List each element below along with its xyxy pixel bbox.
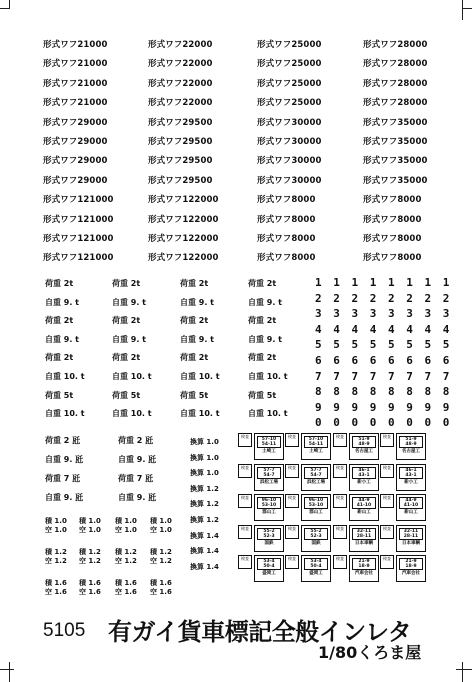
conversion-ratio-decal: 換算 1.2 [190, 500, 219, 509]
inspection-plate-dates [399, 497, 423, 509]
capacity-decal-loaded: 積 1.2 [150, 548, 172, 556]
inspection-plate-decal [349, 555, 379, 582]
capacity-decal-empty: 空 1.2 [150, 557, 172, 565]
model-number-decal: 形式ワフ35000 [363, 175, 428, 186]
plate-works-name: 国鉄 [264, 540, 274, 546]
capacity-decal-loaded: 積 1.0 [115, 517, 137, 525]
weight-decal: 荷重 2t [180, 279, 209, 288]
model-number-decal: 形式ワフ21000 [43, 78, 108, 89]
plate-date-2: 43-1 [358, 472, 370, 478]
conversion-ratio-decal: 換算 1.0 [190, 453, 219, 462]
weight-decal: 自重 9. t [248, 334, 282, 344]
model-number-decal: 形式ワフ35000 [363, 137, 428, 147]
capacity-decal-empty: 空 1.6 [150, 588, 172, 596]
plate-date-2: 50-4 [263, 564, 275, 569]
capacity-decal-empty: 空 1.0 [150, 526, 172, 534]
inspection-plate-dates [399, 528, 423, 540]
weight-decal: 荷重 2t [180, 316, 209, 326]
plate-date-1: 44-9 [358, 498, 370, 503]
digit-row-decal: 9 9 9 9 9 9 9 9 [315, 400, 450, 414]
conversion-ratio-decal: 換算 1.2 [190, 484, 219, 493]
plate-date-1: 55-2 [310, 528, 322, 534]
capacity-decal-loaded: 積 1.2 [115, 548, 137, 556]
model-number-decal: 形式ワフ21000 [43, 98, 108, 109]
conversion-ratio-decal: 換算 1.4 [190, 531, 219, 540]
inspection-plate-dates [257, 467, 281, 479]
plate-date-1: 57-10 [308, 437, 324, 442]
plate-works-name: 郡山工 [309, 510, 323, 515]
weight-decal: 自重 10. t [180, 409, 220, 419]
inspection-icon: 検査 [238, 494, 252, 508]
model-number-decal: 形式ワフ8000 [363, 253, 422, 264]
crop-mark-bottom-right [456, 669, 472, 670]
plate-works-name: 国鉄 [311, 540, 321, 546]
capacity-decal-empty: 空 1.0 [45, 526, 67, 534]
weight-decal: 荷重 5t [112, 390, 141, 400]
weight-decal: 自重 9. t [180, 297, 214, 307]
plate-works-name: 浜松工場 [260, 479, 278, 485]
model-number-decal: 形式ワフ22000 [148, 98, 213, 109]
plate-date-2: 50-4 [310, 564, 322, 569]
product-number: 5105 [43, 620, 86, 641]
capacity-decal-loaded: 積 1.6 [79, 579, 101, 587]
model-number-decal: 形式ワフ122000 [148, 253, 219, 264]
digit-row-decal: 7 7 7 7 7 7 7 7 [315, 369, 450, 383]
model-number-decal: 形式ワフ29500 [148, 117, 213, 128]
inspection-icon: 検査 [285, 464, 299, 478]
crop-mark-top-right-v [462, 0, 463, 20]
model-number-decal: 形式ワフ35000 [363, 117, 428, 128]
inspection-plate-decal [349, 494, 379, 521]
model-number-decal: 形式ワフ22000 [148, 40, 213, 50]
plate-date-2: 54-7 [263, 472, 275, 478]
model-number-decal: 形式ワフ25000 [257, 98, 322, 109]
inspection-icon: 検査 [380, 525, 394, 539]
model-number-decal: 形式ワフ121000 [43, 214, 114, 225]
weight-decal: 荷重 2t [248, 279, 277, 288]
weight-decal: 自重 10. t [112, 372, 152, 381]
model-number-decal: 形式ワフ122000 [148, 234, 219, 244]
weight-decal: 自重 9. 瓩 [118, 493, 157, 502]
inspection-icon: 検査 [380, 433, 394, 447]
plate-works-name: 盛岡工 [309, 571, 323, 576]
digit-row-decal: 3 3 3 3 3 3 3 3 [315, 307, 450, 321]
model-number-decal: 形式ワフ122000 [148, 195, 219, 206]
plate-date-2: 28-11 [356, 533, 372, 539]
inspection-plate-decal [301, 525, 331, 552]
crop-mark-bottom-right-v [462, 662, 463, 682]
weight-decal: 荷重 5t [248, 390, 277, 400]
plate-date-2: 52-3 [263, 533, 275, 539]
model-number-decal: 形式ワフ8000 [257, 214, 316, 225]
plate-date-1: 21-9 [405, 559, 417, 564]
weight-decal: 自重 10. t [180, 372, 220, 381]
weight-decal: 荷重 2 瓩 [45, 436, 81, 445]
weight-decal: 自重 10. t [45, 372, 85, 381]
inspection-plate-dates [399, 436, 423, 448]
inspection-plate-dates [352, 467, 376, 479]
inspection-plate-decal [301, 464, 331, 491]
capacity-decal-loaded: 積 1.6 [45, 579, 67, 587]
plate-date-2: 18-9 [358, 564, 370, 569]
weight-decal: 荷重 2t [248, 316, 277, 326]
plate-date-1: 51-9 [358, 437, 370, 442]
weight-decal: 荷重 2t [45, 316, 74, 326]
plate-works-name: 新小工 [357, 479, 371, 485]
plate-date-2: 54-7 [310, 472, 322, 478]
capacity-decal-empty: 空 1.6 [45, 588, 67, 596]
capacity-decal-empty: 空 1.2 [115, 557, 137, 565]
model-number-decal: 形式ワフ121000 [43, 195, 114, 206]
plate-date-1: 57-10 [261, 437, 277, 442]
inspection-icon: 検査 [285, 494, 299, 508]
crop-mark-bottom-left [0, 669, 14, 670]
model-number-decal: 形式ワフ21000 [43, 40, 108, 50]
digit-row-decal: 5 5 5 5 5 5 5 5 [315, 338, 450, 352]
model-number-decal: 形式ワフ22000 [148, 78, 213, 89]
weight-decal: 荷重 5t [180, 390, 209, 400]
weight-decal: 荷重 2t [112, 353, 141, 363]
inspection-icon: 検査 [333, 433, 347, 447]
inspection-plate-decal [254, 433, 284, 460]
plate-date-2: 18-9 [405, 564, 417, 569]
plate-date-1: 46-1 [405, 467, 417, 473]
inspection-plate-dates [399, 467, 423, 479]
inspection-plate-decal [396, 433, 426, 460]
product-title: 有ガイ貨車標記全般インレタ [108, 618, 412, 646]
plate-date-1: 53-4 [310, 559, 322, 564]
plate-works-name: 日本車輌 [402, 540, 420, 546]
digit-row-decal: 2 2 2 2 2 2 2 2 [315, 291, 450, 305]
capacity-decal-loaded: 積 1.6 [115, 579, 137, 587]
plate-date-2: 54-11 [261, 442, 277, 447]
plate-date-2: 53-10 [308, 503, 324, 508]
inspection-plate-dates [257, 528, 281, 540]
model-number-decal: 形式ワフ8000 [363, 214, 422, 225]
plate-date-1: 32-11 [403, 528, 419, 534]
weight-decal: 自重 10. t [248, 409, 288, 419]
capacity-decal-loaded: 積 1.2 [79, 548, 101, 556]
digit-row-decal: 8 8 8 8 8 8 8 8 [315, 385, 450, 399]
plate-works-name: 名古屋工 [402, 449, 420, 454]
weight-decal: 自重 10. t [45, 409, 85, 419]
model-number-decal: 形式ワフ30000 [257, 117, 322, 128]
digit-row-decal: 6 6 6 6 6 6 6 6 [315, 354, 450, 367]
model-number-decal: 形式ワフ29000 [43, 117, 108, 128]
inspection-plate-decal [396, 525, 426, 552]
model-number-decal: 形式ワフ25000 [257, 40, 322, 50]
capacity-decal-loaded: 積 1.0 [45, 517, 67, 525]
plate-date-1: 57-7 [310, 467, 322, 473]
model-number-decal: 形式ワフ29500 [148, 175, 213, 186]
plate-date-1: 53-4 [263, 559, 275, 564]
capacity-decal-empty: 空 1.6 [115, 588, 137, 596]
inspection-plate-decal [254, 525, 284, 552]
model-number-decal: 形式ワフ22000 [148, 59, 213, 70]
plate-date-2: 43-1 [405, 472, 417, 478]
model-number-decal: 形式ワフ30000 [257, 175, 322, 186]
capacity-decal-loaded: 積 1.2 [45, 548, 67, 556]
weight-decal: 自重 9. t [248, 297, 282, 307]
weight-decal: 荷重 7 瓩 [118, 474, 154, 483]
capacity-decal-loaded: 積 1.0 [79, 517, 101, 525]
model-number-decal: 形式ワフ122000 [148, 214, 219, 225]
model-number-decal: 形式ワフ8000 [363, 195, 422, 206]
inspection-plate-decal [349, 433, 379, 460]
plate-date-2: 48-9 [358, 442, 370, 447]
weight-decal: 荷重 5t [45, 390, 74, 400]
weight-decal: 自重 9. 瓩 [118, 455, 157, 464]
inspection-icon: 検査 [238, 433, 252, 447]
conversion-ratio-decal: 換算 1.2 [190, 516, 219, 524]
inspection-icon: 検査 [380, 464, 394, 478]
plate-date-1: 32-11 [356, 528, 372, 534]
capacity-decal-empty: 空 1.2 [45, 557, 67, 565]
plate-works-name: 浜松工場 [307, 479, 325, 485]
capacity-decal-empty: 空 1.6 [79, 588, 101, 596]
weight-decal: 荷重 2t [180, 353, 209, 363]
plate-date-1: 55-2 [263, 528, 275, 534]
plate-date-2: 54-11 [308, 442, 324, 447]
inspection-icon: 検査 [238, 525, 252, 539]
model-number-decal: 形式ワフ25000 [257, 78, 322, 89]
conversion-ratio-decal: 換算 1.4 [190, 562, 219, 571]
conversion-ratio-decal: 換算 1.0 [190, 469, 219, 478]
plate-date-1: 21-9 [358, 559, 370, 564]
model-number-decal: 形式ワフ21000 [43, 59, 108, 70]
weight-decal: 自重 9. t [180, 334, 214, 344]
weight-decal: 自重 9. t [45, 297, 79, 307]
scale-brand: 1/80くろま屋 [318, 643, 422, 662]
model-number-decal: 形式ワフ28000 [363, 98, 428, 109]
inspection-icon: 検査 [380, 494, 394, 508]
weight-decal: 自重 9. t [112, 334, 146, 344]
inspection-icon: 検査 [238, 464, 252, 478]
inspection-plate-dates [399, 558, 423, 570]
crop-mark-top-left-v [9, 0, 10, 8]
model-number-decal: 形式ワフ8000 [257, 253, 316, 264]
conversion-ratio-decal: 換算 1.0 [190, 438, 219, 446]
capacity-decal-empty: 空 1.0 [115, 526, 137, 534]
model-number-decal: 形式ワフ121000 [43, 253, 114, 264]
plate-date-2: 48-9 [405, 442, 417, 447]
plate-works-name: 日本車輌 [355, 540, 373, 546]
model-number-decal: 形式ワフ29500 [148, 137, 213, 147]
plate-date-2: 41-10 [403, 503, 419, 508]
inspection-icon: 検査 [333, 494, 347, 508]
weight-decal: 自重 10. t [112, 409, 152, 419]
inspection-plate-dates [257, 558, 281, 570]
weight-decal: 自重 9. 瓩 [45, 493, 84, 502]
plate-date-1: 57-7 [263, 467, 275, 473]
digit-row-decal: 4 4 4 4 4 4 4 4 [315, 322, 450, 336]
inspection-plate-dates [304, 436, 328, 448]
plate-date-1: 96-10 [308, 498, 324, 503]
model-number-decal: 形式ワフ29000 [43, 137, 108, 147]
inspection-plate-dates [352, 497, 376, 509]
inspection-plate-decal [349, 464, 379, 491]
inspection-plate-dates [304, 497, 328, 509]
crop-mark-top-right [462, 8, 472, 9]
inspection-plate-dates [257, 436, 281, 448]
plate-date-1: 51-9 [405, 437, 417, 442]
plate-date-1: 44-9 [405, 498, 417, 503]
inspection-plate-decal [396, 555, 426, 582]
inspection-plate-decal [301, 494, 331, 521]
plate-date-2: 53-10 [261, 503, 277, 508]
inspection-plate-decal [396, 494, 426, 521]
inspection-plate-decal [396, 464, 426, 491]
plate-date-2: 28-11 [403, 533, 419, 539]
capacity-decal-empty: 空 1.2 [79, 557, 101, 565]
model-number-decal: 形式ワフ29000 [43, 175, 108, 186]
inspection-plate-dates [304, 467, 328, 479]
model-number-decal: 形式ワフ28000 [363, 78, 428, 89]
inspection-plate-dates [352, 528, 376, 540]
inspection-icon: 検査 [285, 525, 299, 539]
inspection-plate-dates [304, 528, 328, 540]
weight-decal: 荷重 2t [112, 316, 141, 326]
weight-decal: 自重 10. t [248, 372, 288, 381]
model-number-decal: 形式ワフ8000 [363, 234, 422, 244]
model-number-decal: 形式ワフ28000 [363, 40, 428, 50]
model-number-decal: 形式ワフ28000 [363, 59, 428, 70]
plate-works-name: 新山工 [357, 510, 371, 515]
inspection-plate-dates [352, 436, 376, 448]
inspection-plate-decal [349, 525, 379, 552]
inspection-plate-decal [301, 555, 331, 582]
plate-date-1: 96-10 [261, 498, 277, 503]
inspection-icon: 検査 [238, 555, 252, 569]
crop-mark-top-left [0, 8, 10, 9]
plate-works-name: 土崎工 [309, 449, 323, 454]
digit-row-decal: 1 1 1 1 1 1 1 1 [315, 276, 450, 289]
model-number-decal: 形式ワフ25000 [257, 59, 322, 70]
model-number-decal: 形式ワフ30000 [257, 156, 322, 167]
capacity-decal-empty: 空 1.0 [79, 526, 101, 534]
inspection-plate-decal [254, 494, 284, 521]
weight-decal: 荷重 2 瓩 [118, 436, 154, 445]
digit-row-decal: 0 0 0 0 0 0 0 0 [315, 416, 450, 430]
weight-decal: 自重 9. t [45, 334, 79, 344]
capacity-decal-loaded: 積 1.6 [150, 579, 172, 587]
plate-works-name: 土崎工 [262, 449, 276, 454]
model-number-decal: 形式ワフ29000 [43, 156, 108, 167]
crop-mark-bottom-left-v [9, 662, 10, 682]
model-number-decal: 形式ワフ29500 [148, 156, 213, 167]
inspection-plate-dates [304, 558, 328, 570]
weight-decal: 自重 9. t [112, 297, 146, 307]
model-number-decal: 形式ワフ35000 [363, 156, 428, 167]
plate-works-name: 汽車会社 [355, 571, 373, 576]
conversion-ratio-decal: 換算 1.4 [190, 547, 219, 556]
inspection-icon: 検査 [285, 555, 299, 569]
inspection-icon: 検査 [285, 433, 299, 447]
plate-date-2: 41-10 [356, 503, 372, 508]
plate-works-name: 新小工 [404, 479, 418, 485]
plate-works-name: 名古屋工 [355, 449, 373, 454]
inspection-plate-decal [254, 555, 284, 582]
plate-date-1: 46-1 [358, 467, 370, 473]
inspection-icon: 検査 [333, 525, 347, 539]
inspection-plate-dates [352, 558, 376, 570]
weight-decal: 荷重 2t [45, 353, 74, 363]
weight-decal: 荷重 7 瓩 [45, 474, 81, 483]
plate-works-name: 盛岡工 [262, 571, 276, 576]
weight-decal: 荷重 2t [45, 279, 74, 288]
weight-decal: 自重 9. 瓩 [45, 455, 84, 464]
weight-decal: 荷重 2t [248, 353, 277, 363]
plate-works-name: 汽車会社 [402, 571, 420, 576]
capacity-decal-loaded: 積 1.0 [150, 517, 172, 525]
model-number-decal: 形式ワフ8000 [257, 195, 316, 206]
inspection-icon: 検査 [380, 555, 394, 569]
weight-decal: 荷重 2t [112, 279, 141, 288]
inspection-icon: 検査 [333, 555, 347, 569]
plate-date-2: 52-3 [310, 533, 322, 539]
plate-works-name: 新山工 [404, 510, 418, 515]
inspection-plate-decal [301, 433, 331, 460]
inspection-plate-dates [257, 497, 281, 509]
plate-works-name: 郡山工 [262, 510, 276, 515]
model-number-decal: 形式ワフ121000 [43, 234, 114, 244]
model-number-decal: 形式ワフ8000 [257, 234, 316, 244]
model-number-decal: 形式ワフ30000 [257, 137, 322, 147]
inspection-plate-decal [254, 464, 284, 491]
inspection-icon: 検査 [333, 464, 347, 478]
